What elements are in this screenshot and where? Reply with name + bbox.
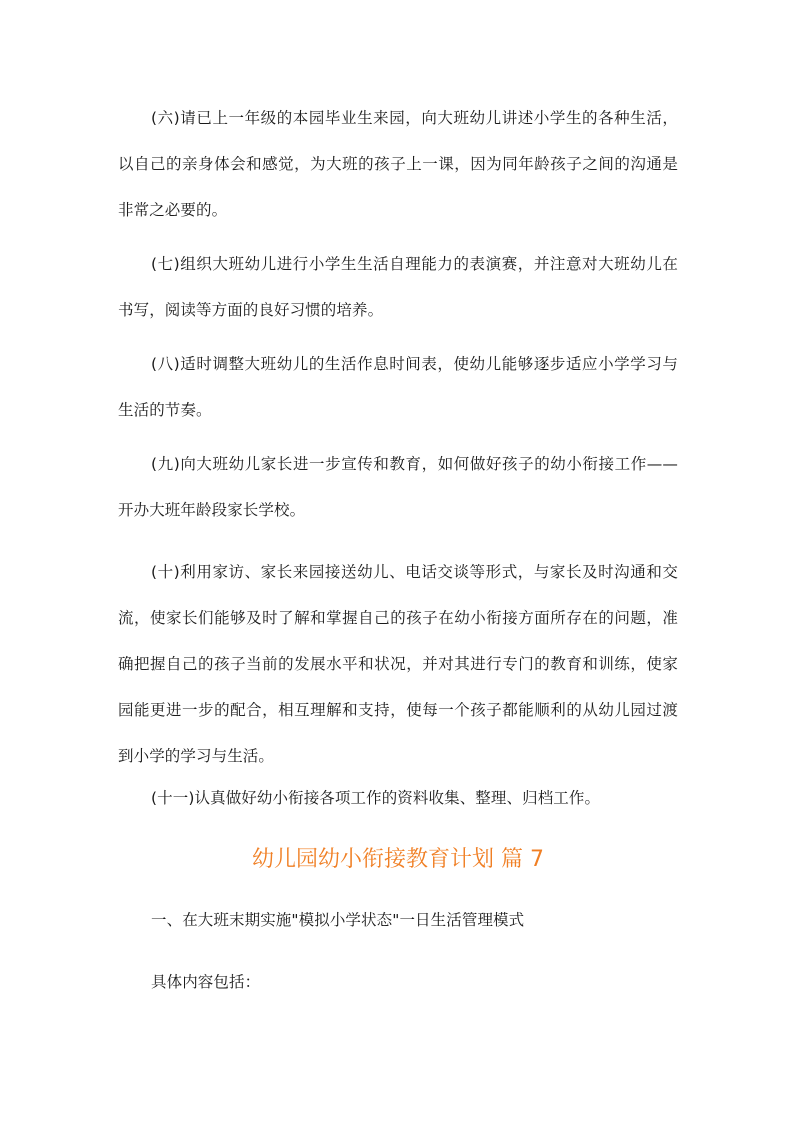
section-paragraph-2: 具体内容包括： <box>151 973 261 991</box>
section-heading: 幼儿园幼小衔接教育计划 篇 7 <box>252 847 544 872</box>
paragraph-item-9: (九)向大班幼儿家长进一步宣传和教育，如何做好孩子的幼小衔接工作——开办大班年龄段家长学校。 <box>118 455 678 519</box>
paragraph-item-8: (八)适时调整大班幼儿的生活作息时间表，使幼儿能够逐步适应小学学习与生活的节奏。 <box>118 355 678 419</box>
section-paragraph-1: 一、在大班末期实施"模拟小学状态"一日生活管理模式 <box>151 911 525 929</box>
paragraph-item-7: (七)组织大班幼儿进行小学生生活自理能力的表演赛，并注意对大班幼儿在书写，阅读等方面的良好习惯的培养。 <box>118 255 678 319</box>
paragraph-item-11: (十一)认真做好幼小衔接各项工作的资料收集、整理、归档工作。 <box>151 789 601 807</box>
paragraph-item-10: (十)利用家访、家长来园接送幼儿、电话交谈等形式，与家长及时沟通和交流，使家长们能够及时了解和掌握自己的孩子在幼小衔接方面所存在的问题，准确把握自己的孩子当前的发展水平和状况，并对其进行专门的教育和训练，使家园能更进一步的配合，相互理解和支持，使每一个孩子都能顺利的从幼儿园过渡到小学的学习与生活。 <box>118 563 678 765</box>
paragraph-item-6: (六)请已上一年级的本园毕业生来园，向大班幼儿讲述小学生的各种生活，以自己的亲身体会和感觉，为大班的孩子上一课，因为同年龄孩子之间的沟通是非常之必要的。 <box>118 109 678 219</box>
